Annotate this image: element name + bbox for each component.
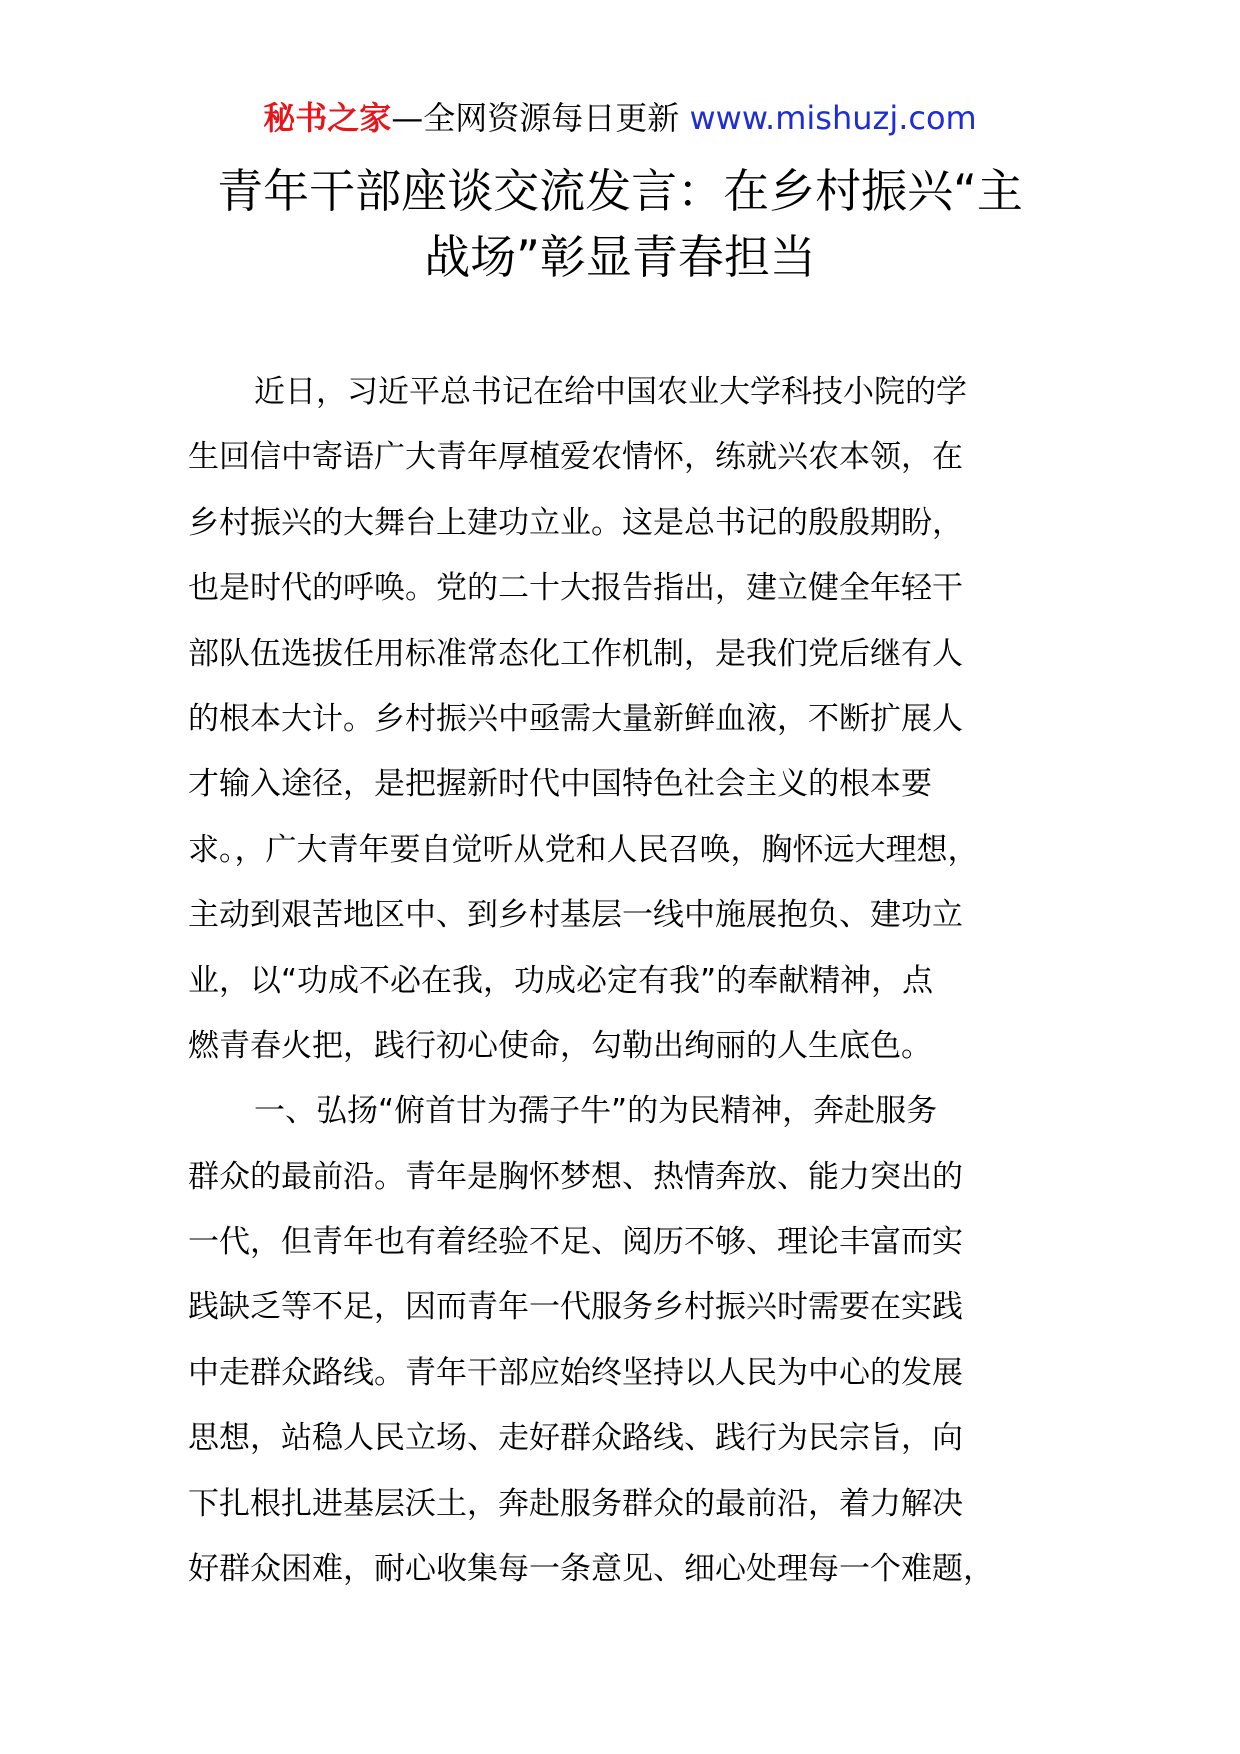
paragraph-line: 中走群众路线。青年干部应始终坚持以人民为中心的发展 — [188, 1354, 963, 1391]
paragraph-line: 好群众困难，耐心收集每一条意见、细心处理每一个难题， — [188, 1551, 994, 1588]
site-brand: 秘书之家 — [263, 99, 392, 137]
paragraph-line: 思想，站稳人民立场、走好群众路线、践行为民宗旨，向 — [188, 1420, 963, 1457]
title-line: 青年干部座谈交流发言：在乡村振兴“主 — [217, 164, 1023, 218]
document-body — [188, 360, 1054, 1602]
paragraph-line: 一代，但青年也有着经验不足、阅历不够、理论丰富而实 — [188, 1224, 963, 1261]
site-banner — [0, 98, 1240, 138]
paragraph-line: 才输入途径，是把握新时代中国特色社会主义的根本要 — [188, 766, 932, 803]
paragraph-line: 践缺乏等不足，因而青年一代服务乡村振兴时需要在实践 — [188, 1289, 963, 1326]
site-tagline: —全网资源每日更新 — [391, 99, 680, 137]
site-url[interactable]: www.mishuzj.com — [689, 99, 977, 137]
paragraph-line: 生回信中寄语广大青年厚植爱农情怀，练就兴农本领，在 — [188, 439, 963, 476]
paragraph-line: 群众的最前沿。青年是胸怀梦想、热情奔放、能力突出的 — [188, 1158, 963, 1195]
paragraph-line: 求。，广大青年要自觉听从党和人民召唤，胸怀远大理想， — [188, 831, 979, 868]
paragraph-line: 主动到艰苦地区中、到乡村基层一线中施展抱负、建功立 — [188, 897, 963, 934]
title-line: 战场”彰显青春担当 — [424, 230, 816, 284]
paragraph-line: 部队伍选拔任用标准常态化工作机制，是我们党后继有人 — [188, 635, 963, 672]
paragraph-line: 乡村振兴的大舞台上建功立业。这是总书记的殷殷期盼， — [188, 504, 963, 541]
document-title — [170, 158, 1070, 290]
section-heading-line: 一、弘扬“俯首甘为孺子牛”的为民精神，奔赴服务 — [254, 1093, 938, 1130]
paragraph-line: 也是时代的呼唤。党的二十大报告指出，建立健全年轻干 — [188, 570, 963, 607]
paragraph-line: 的根本大计。乡村振兴中亟需大量新鲜血液，不断扩展人 — [188, 700, 963, 737]
paragraph-line: 业，以“功成不必在我，功成必定有我”的奉献精神，点 — [188, 962, 934, 999]
paragraph-line: 下扎根扎进基层沃土，奔赴服务群众的最前沿，着力解决 — [188, 1485, 963, 1522]
paragraph-line: 燃青春火把，践行初心使命，勾勒出绚丽的人生底色。 — [188, 1027, 932, 1064]
paragraph-line: 近日，习近平总书记在给中国农业大学科技小院的学 — [254, 374, 967, 410]
